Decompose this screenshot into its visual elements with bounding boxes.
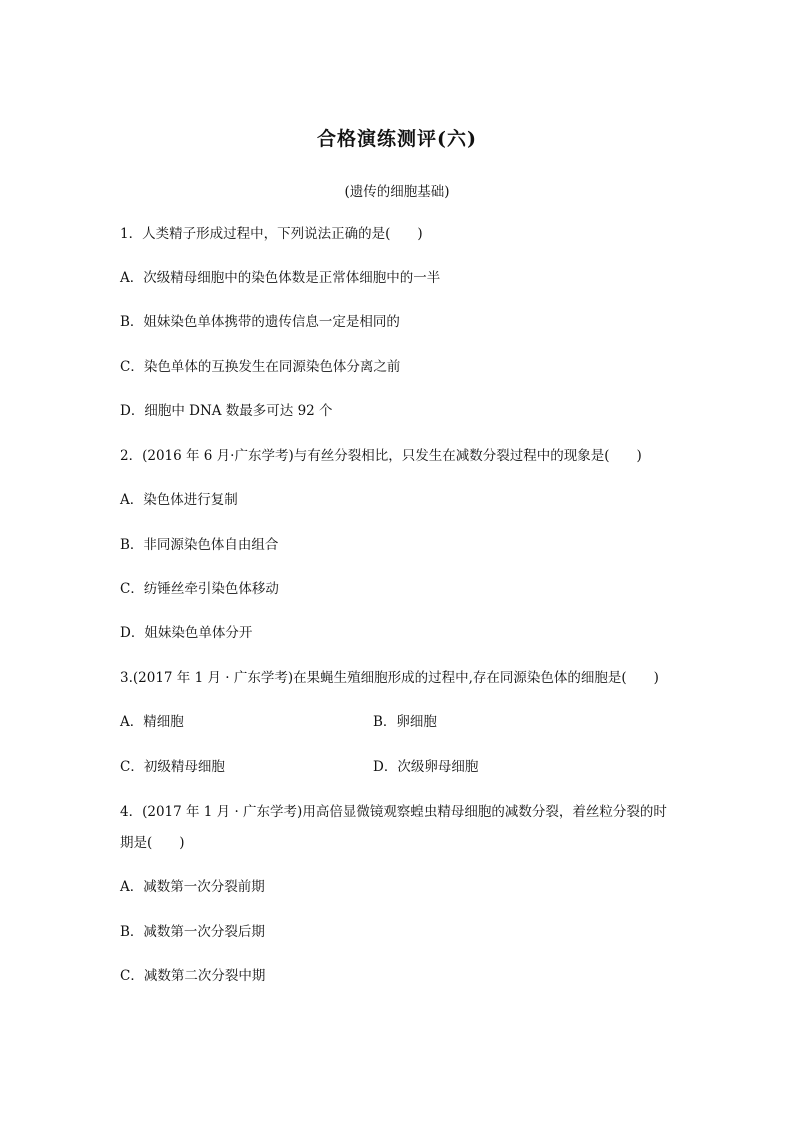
question-4-option-c: C．减数第二次分裂中期 — [120, 968, 266, 984]
question-4-option-a: A．减数第一次分裂前期 — [120, 879, 265, 895]
question-1-option-d: D．细胞中 DNA 数最多可达 92 个 — [120, 403, 333, 419]
question-3-option-b: B．卵细胞 — [373, 714, 437, 730]
question-2-option-c: C．纺锤丝牵引染色体移动 — [120, 581, 279, 597]
question-3-stem: 3.(2017 年 1 月 · 广东学考)在果蝇生殖细胞形成的过程中,存在同源染色体的细胞是( ) — [120, 670, 659, 686]
page-title: 合格演练测评(六) — [317, 128, 477, 150]
question-2-option-a: A．染色体进行复制 — [120, 492, 238, 508]
question-2-stem: 2．(2016 年 6 月·广东学考)与有丝分裂相比，只发生在减数分裂过程中的现象是( ) — [120, 448, 642, 464]
question-4-option-b: B．减数第一次分裂后期 — [120, 924, 265, 940]
question-3-option-c: C．初级精母细胞 — [120, 759, 225, 775]
question-2-option-b: B．非同源染色体自由组合 — [120, 537, 279, 553]
question-1-stem: 1．人类精子形成过程中，下列说法正确的是( ) — [120, 226, 423, 242]
question-2-option-d: D．姐妹染色单体分开 — [120, 625, 253, 641]
question-4-stem-line-2: 期是( ) — [120, 835, 185, 851]
question-4-stem-line-1: 4．(2017 年 1 月 · 广东学考)用高倍显微镜观察蝗虫精母细胞的减数分裂，着丝粒分裂的时 — [120, 804, 667, 820]
question-3-option-a: A．精细胞 — [120, 714, 184, 730]
question-1-option-c: C．染色单体的互换发生在同源染色体分离之前 — [120, 359, 401, 375]
question-1-option-a: A．次级精母细胞中的染色体数是正常体细胞中的一半 — [120, 270, 441, 286]
question-3-option-d: D．次级卵母细胞 — [373, 759, 479, 775]
question-1-option-b: B．姐妹染色单体携带的遗传信息一定是相同的 — [120, 314, 400, 330]
page-subtitle: (遗传的细胞基础) — [344, 184, 450, 200]
